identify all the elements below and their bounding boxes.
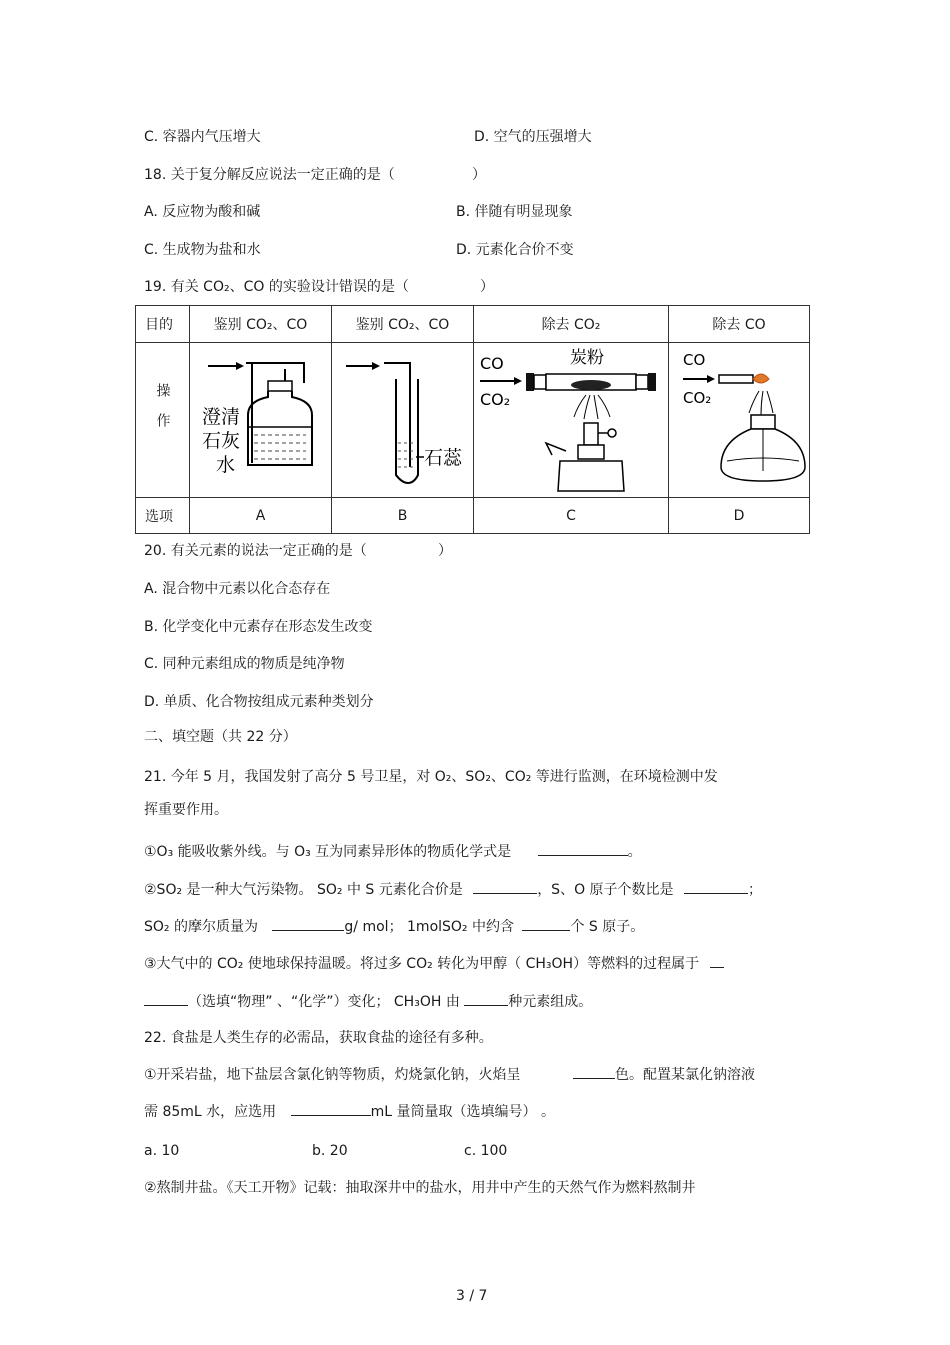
q22-part-1b xyxy=(144,1101,555,1122)
co-label-c: CO xyxy=(480,354,504,373)
co2-label-d: CO₂ xyxy=(683,389,712,407)
q21-p1-end: 。 xyxy=(627,844,642,860)
option-b: B xyxy=(332,498,474,534)
purpose-a: 鉴别 CO₂、CO xyxy=(190,306,332,343)
operation-header-text: 操作 xyxy=(154,382,171,443)
q22-line-1: 22. 食盐是人类生存的必需品，获取食盐的途径有多种。 xyxy=(144,1030,493,1046)
limewater-label-3: 水 xyxy=(216,454,236,476)
q21-p2-ratio-text: ，S、O 原子个数比是 xyxy=(537,882,674,898)
carbon-label: 炭粉 xyxy=(570,348,604,368)
co-label-d: CO xyxy=(683,351,706,369)
q21-p3-end: 种元素组成。 xyxy=(508,994,593,1010)
q22-option-b: b. 20 xyxy=(312,1143,348,1159)
q21-part-3a xyxy=(144,953,724,974)
page-number: 3 / 7 xyxy=(456,1288,488,1304)
q22-p1-color-blank[interactable] xyxy=(573,1064,615,1079)
co2-label-c: CO₂ xyxy=(480,390,511,409)
diagram-b-litmus-tube xyxy=(332,343,474,498)
q21-p2-end: 个 S 原子。 xyxy=(570,919,645,935)
q18-stem: 18. 关于复分解反应说法一定正确的是（ xyxy=(144,167,395,183)
purpose-d: 除去 CO xyxy=(669,306,810,343)
q20-option-b: B. 化学变化中元素存在形态发生改变 xyxy=(144,619,373,635)
option-row xyxy=(136,498,810,534)
q20-option-a: A. 混合物中元素以化合态存在 xyxy=(144,581,331,597)
q18-close-paren: ） xyxy=(472,167,486,183)
q18-option-c: C. 生成物为盐和水 xyxy=(144,242,261,258)
q21-p3-text: ③大气中的 CO₂ 使地球保持温暖。将过多 CO₂ 转化为甲醇（ CH₃OH）等燃料的过程属于 xyxy=(144,956,700,972)
q18-option-a: A. 反应物为酸和碱 xyxy=(144,204,261,220)
q21-part-2a xyxy=(144,879,762,900)
q21-p3-elements-blank[interactable] xyxy=(464,991,508,1006)
q22-p1c-text: 需 85mL 水，应选用 xyxy=(144,1104,277,1120)
q21-p3-change-text: （选填“物理” 、“化学”）变化； CH₃OH 由 xyxy=(188,994,460,1010)
litmus-label: 石蕊 xyxy=(424,447,463,469)
q21-p1-blank[interactable] xyxy=(538,841,628,856)
operation-row xyxy=(136,343,810,498)
option-a: A xyxy=(190,498,332,534)
q19-stem: 19. 有关 CO₂、CO 的实验设计错误的是（ xyxy=(144,279,409,295)
q21-p2-molar-text: SO₂ 的摩尔质量为 xyxy=(144,919,258,935)
option-c: C xyxy=(474,498,669,534)
q20-option-c: C. 同种元素组成的物质是纯净物 xyxy=(144,656,345,672)
operation-header xyxy=(136,343,190,498)
q20-stem: 20. 有关元素的说法一定正确的是（ xyxy=(144,543,367,559)
purpose-c: 除去 CO₂ xyxy=(474,306,669,343)
option-d: D xyxy=(669,498,810,534)
diagram-c-carbon-tube xyxy=(474,343,669,498)
q18-option-d: D. 元素化合价不变 xyxy=(456,242,574,258)
diagram-d-co-burner xyxy=(669,343,810,498)
q20-close-paren: ） xyxy=(438,543,452,559)
purpose-b: 鉴别 CO₂、CO xyxy=(332,306,474,343)
q22-part-1a xyxy=(144,1064,755,1085)
limewater-label-2: 石灰 xyxy=(202,430,241,452)
q20-option-d: D. 单质、化合物按组成元素种类划分 xyxy=(144,694,374,710)
q18-option-b: B. 伴随有明显现象 xyxy=(456,204,573,220)
q22-p1-cylinder-blank[interactable] xyxy=(291,1101,371,1116)
diagram-a-limewater-bottle xyxy=(190,343,332,498)
purpose-row xyxy=(136,306,810,343)
q21-p1-text: ①O₃ 能吸收紫外线。与 O₃ 互为同素异形体的物质化学式是 xyxy=(144,844,512,860)
q17-option-c: C. 容器内气压增大 xyxy=(144,129,261,145)
q21-line-2: 挥重要作用。 xyxy=(144,802,228,818)
q22-p1d-text: mL 量筒量取（选填编号） 。 xyxy=(370,1104,555,1120)
q21-p2-ratio-blank[interactable] xyxy=(684,879,748,894)
q21-part-1 xyxy=(144,841,642,862)
q21-p2-count-blank[interactable] xyxy=(522,916,570,931)
q19-close-paren: ） xyxy=(480,279,494,295)
q21-line-1: 21. 今年 5 月，我国发射了高分 5 号卫星，对 O₂、SO₂、CO₂ 等进行监测，在环境检测中发 xyxy=(144,769,718,785)
section-2-heading: 二、填空题（共 22 分） xyxy=(144,729,297,745)
q22-p1-cont: 色。配置某氯化钠溶液 xyxy=(615,1067,756,1083)
q22-p1-text: ①开采岩盐，地下盐层含氯化钠等物质，灼烧氯化钠，火焰呈 xyxy=(144,1067,521,1083)
purpose-header: 目的 xyxy=(136,306,190,343)
option-header: 选项 xyxy=(136,498,190,534)
q21-p2-unit-text: g/ mol； 1molSO₂ 中约含 xyxy=(344,919,514,935)
q22-option-c: c. 100 xyxy=(464,1143,508,1159)
q19-experiment-table xyxy=(135,305,810,534)
q21-p3-change-blank[interactable] xyxy=(144,991,188,1006)
q21-part-2b xyxy=(144,916,644,937)
q21-p2-semicolon: ； xyxy=(748,882,762,898)
q21-p2-molar-blank[interactable] xyxy=(272,916,344,931)
q22-option-a: a. 10 xyxy=(144,1143,180,1159)
q21-p3-blank-start[interactable] xyxy=(710,953,724,968)
limewater-label-1: 澄清 xyxy=(202,406,241,428)
q21-p2-text: ②SO₂ 是一种大气污染物。 SO₂ 中 S 元素化合价是 xyxy=(144,882,463,898)
q22-part-2: ②熬制井盐。《天工开物》记载：抽取深井中的盐水，用井中产生的天然气作为燃料熬制井 xyxy=(144,1180,696,1196)
q17-option-d: D. 空气的压强增大 xyxy=(474,129,592,145)
q21-part-3b xyxy=(144,991,592,1012)
q21-p2-valence-blank[interactable] xyxy=(473,879,537,894)
